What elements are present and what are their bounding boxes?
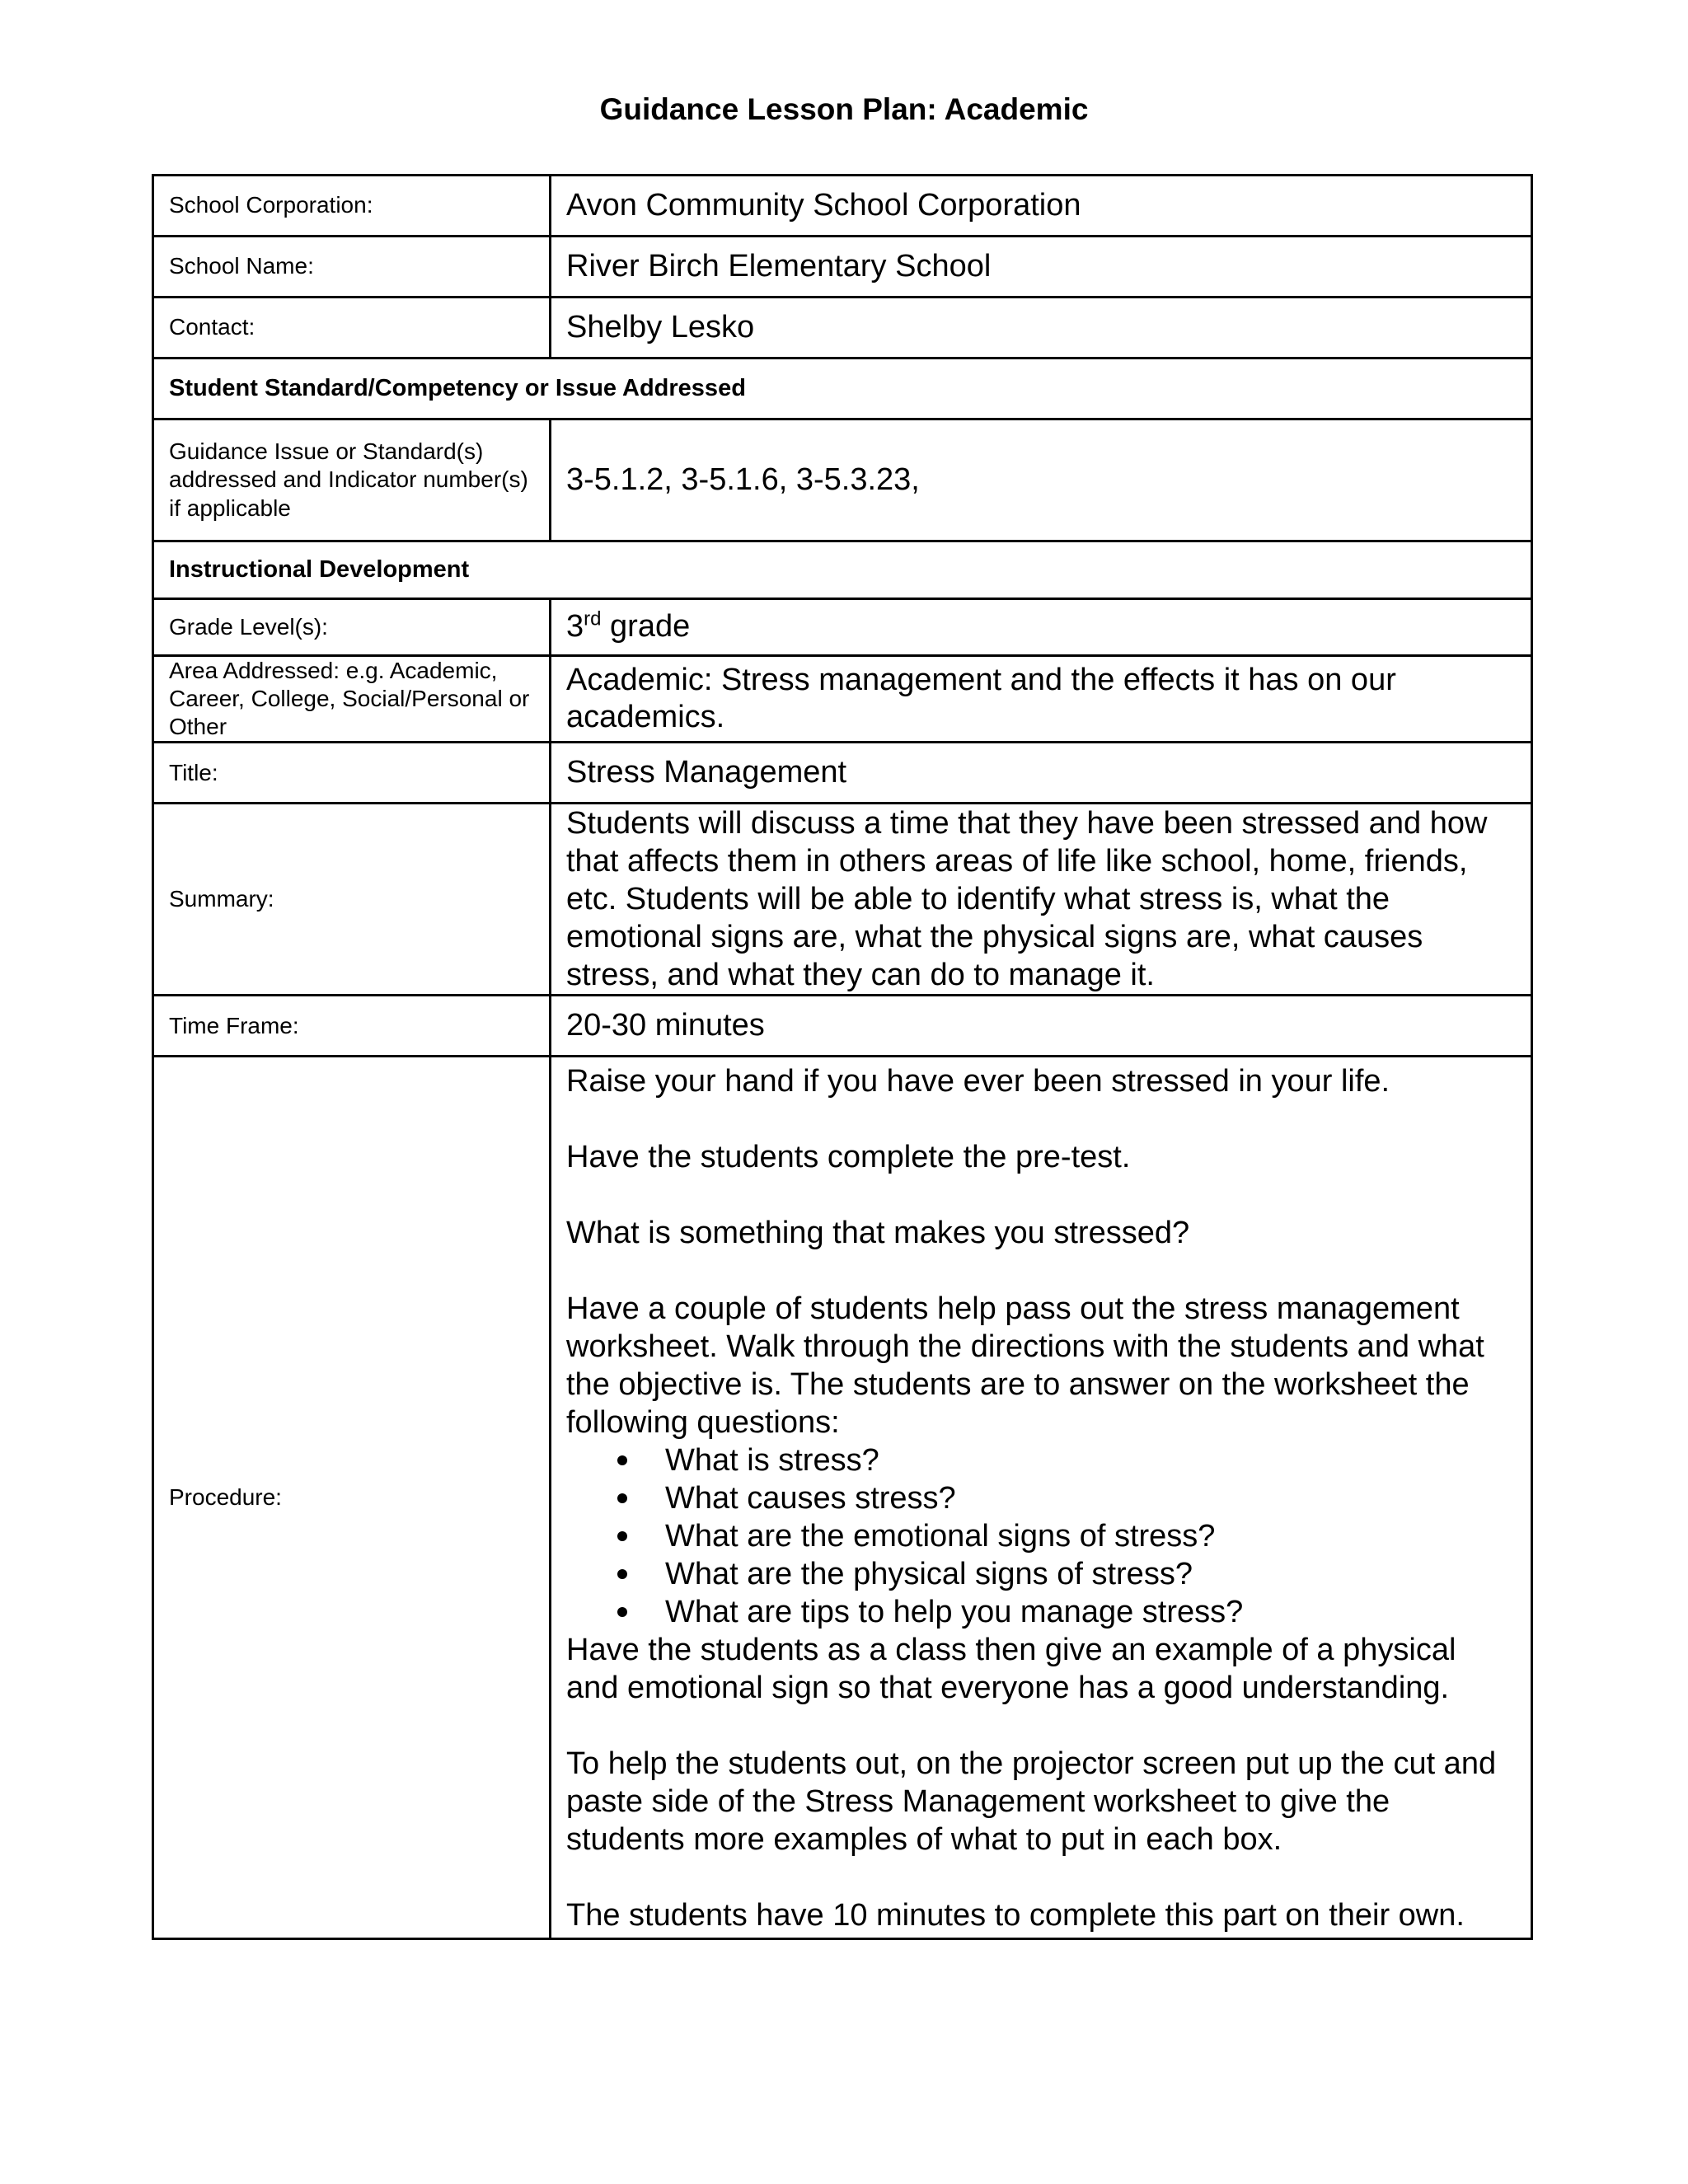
procedure-step-1: Raise your hand if you have ever been stressed in your life. <box>566 1064 1390 1099</box>
standards-label: Guidance Issue or Standard(s) addressed and Indicator number(s) if applicable <box>153 419 551 541</box>
list-item: What causes stress? <box>617 1479 1516 1517</box>
summary-label: Summary: <box>153 804 551 996</box>
row-summary <box>153 804 1532 996</box>
row-standards <box>153 419 1532 541</box>
row-section-instructional <box>153 541 1532 599</box>
procedure-step-3: What is something that makes you stressed? <box>566 1216 1190 1251</box>
row-area-addressed <box>153 656 1532 743</box>
row-contact <box>153 298 1532 359</box>
procedure-step-6: To help the students out, on the projector screen put up the cut and paste side of the Stress Management worksheet to give the students more examples of what to put in each box. <box>566 1746 1497 1858</box>
section-heading-standard: Student Standard/Competency or Issue Addressed <box>153 359 1532 419</box>
row-section-standard <box>153 359 1532 419</box>
list-item: What are the physical signs of stress? <box>617 1555 1516 1593</box>
lesson-plan-table <box>152 174 1533 1940</box>
school-name-label: School Name: <box>153 237 551 298</box>
time-frame-label: Time Frame: <box>153 996 551 1057</box>
time-frame-value: 20-30 minutes <box>551 996 1532 1057</box>
area-addressed-value: Academic: Stress management and the effects it has on our academics. <box>551 656 1532 743</box>
row-grade-level <box>153 599 1532 656</box>
lesson-title-label: Title: <box>153 743 551 804</box>
summary-value: Students will discuss a time that they have been stressed and how that affects them in others areas of life like school, home, friends, etc. Students will be able to identify what stress is, what the emotional signs are, what the physical signs are, what causes stress, and what they can do to manage it. <box>551 804 1532 996</box>
grade-level-value <box>551 599 1532 656</box>
contact-value: Shelby Lesko <box>551 298 1532 359</box>
procedure-step-7: The students have 10 minutes to complete this part on their own. <box>566 1898 1465 1933</box>
grade-number: 3 <box>566 609 584 644</box>
list-item: What are the emotional signs of stress? <box>617 1517 1516 1555</box>
grade-level-label: Grade Level(s): <box>153 599 551 656</box>
section-heading-instructional: Instructional Development <box>153 541 1532 599</box>
row-school-corporation <box>153 176 1532 237</box>
procedure-label: Procedure: <box>153 1057 551 1939</box>
procedure-step-4: Have a couple of students help pass out the stress management worksheet. Walk through the directions with the students and what the objective is. The students are to answer on the worksheet the following questions: <box>566 1291 1484 1441</box>
list-item: What is stress? <box>617 1441 1516 1479</box>
row-title <box>153 743 1532 804</box>
school-corporation-value: Avon Community School Corporation <box>551 176 1532 237</box>
row-school-name <box>153 237 1532 298</box>
document-title: Guidance Lesson Plan: Academic <box>599 92 1089 126</box>
area-addressed-label: Area Addressed: e.g. Academic, Career, College, Social/Personal or Other <box>153 656 551 743</box>
procedure-step-5: Have the students as a class then give an example of a physical and emotional sign so that everyone has a good understanding. <box>566 1633 1456 1706</box>
grade-word: grade <box>601 609 691 644</box>
list-item: What are tips to help you manage stress? <box>617 1593 1516 1631</box>
row-procedure <box>153 1057 1532 1939</box>
procedure-step-2: Have the students complete the pre-test. <box>566 1140 1131 1175</box>
procedure-value <box>551 1057 1532 1939</box>
contact-label: Contact: <box>153 298 551 359</box>
lesson-title-value: Stress Management <box>551 743 1532 804</box>
grade-ordinal-suffix: rd <box>584 607 602 630</box>
row-time-frame <box>153 996 1532 1057</box>
school-name-value: River Birch Elementary School <box>551 237 1532 298</box>
standards-value: 3-5.1.2, 3-5.1.6, 3-5.3.23, <box>551 419 1532 541</box>
worksheet-questions-list <box>566 1441 1516 1631</box>
school-corporation-label: School Corporation: <box>153 176 551 237</box>
